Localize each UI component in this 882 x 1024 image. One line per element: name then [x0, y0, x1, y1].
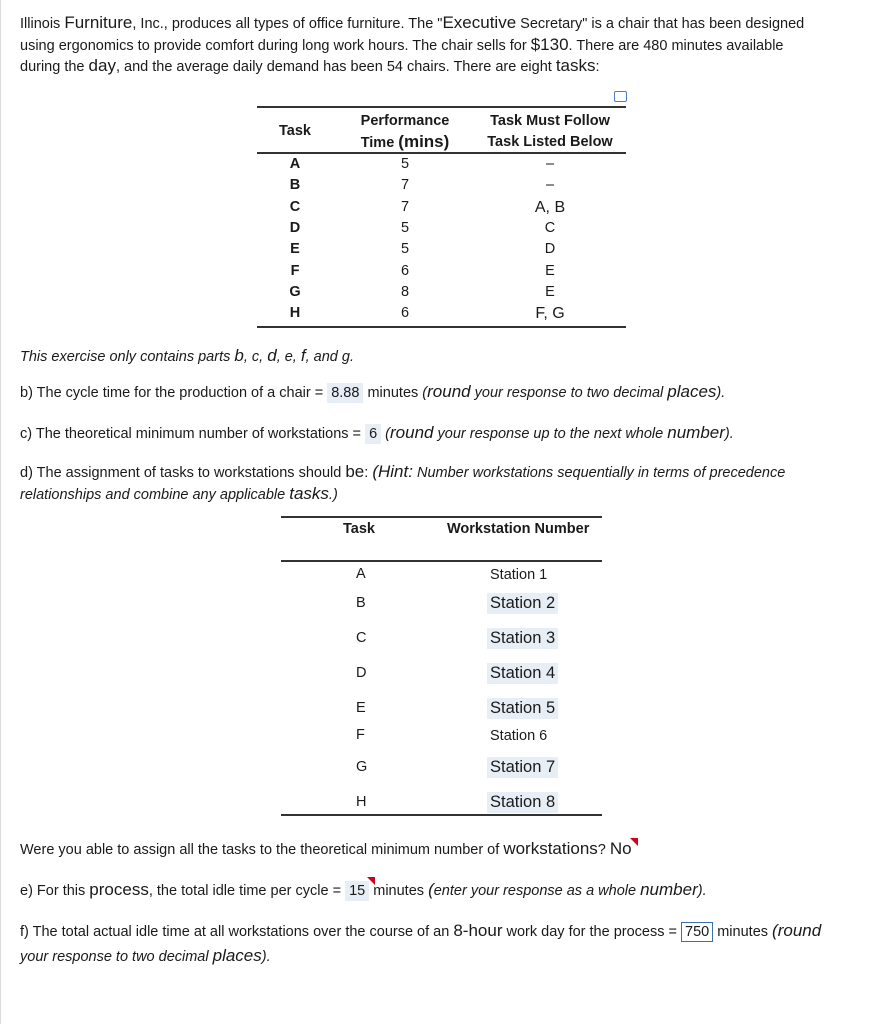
min-workstations-answer[interactable]: 6	[365, 424, 381, 444]
task-id-cell: C	[289, 198, 301, 215]
task-time-cell: 5	[400, 156, 410, 172]
ws-station-cell	[487, 757, 558, 778]
expand-table-icon[interactable]	[614, 91, 627, 102]
intro-line-2: using ergonomics to provide comfort during long work hours. The chair sells for $130. There are 480 minutes available	[20, 35, 784, 54]
ws-station-cell	[487, 698, 558, 719]
ws-task-cell: G	[356, 759, 368, 775]
ws-task-cell: A	[356, 566, 366, 582]
ws-station-cell	[487, 663, 558, 684]
total-idle-answer[interactable]: 750	[681, 922, 713, 942]
task-id-cell: E	[290, 241, 300, 258]
task-time-cell: 6	[400, 262, 410, 279]
left-border	[0, 0, 1, 1024]
ws-header-station: Workstation Number	[447, 521, 590, 537]
task-predecessor-cell: A, B	[534, 198, 566, 216]
part-d: d) The assignment of tasks to workstations should be: (Hint: Number workstations sequentially in terms of precedence	[20, 462, 786, 481]
station-select[interactable]: Station 4	[487, 663, 558, 684]
task-time-cell: 7	[400, 198, 410, 215]
intro-line-3: during the day, and the average daily demand has been 54 chairs. There are eight tasks:	[20, 56, 600, 75]
task-time-cell: 5	[400, 241, 410, 258]
part-b: b) The cycle time for the production of a chair = 8.88 minutes (round your response to two decimal places).	[20, 382, 726, 401]
ws-task-cell: D	[356, 665, 367, 681]
ws-table-top-rule	[281, 516, 602, 518]
task-predecessor-cell: –	[545, 177, 555, 194]
table-top-rule	[257, 106, 626, 108]
ws-station-cell	[487, 727, 550, 745]
part-e: e) For this process, the total idle time per cycle = 15 minutes (enter your response as a whole number).	[20, 880, 707, 899]
station-select[interactable]: Station 5	[487, 698, 558, 719]
header-listed-below: Task Listed Below	[487, 134, 613, 150]
ws-task-cell: B	[356, 595, 366, 611]
ws-task-cell: F	[356, 727, 365, 743]
task-predecessor-cell: F, G	[535, 305, 565, 323]
table-bottom-rule	[257, 326, 626, 328]
task-predecessor-cell: E	[545, 283, 555, 300]
part-c: c) The theoretical minimum number of workstations = 6 (round your response up to the next whole number).	[20, 423, 734, 442]
ws-station-cell	[487, 792, 558, 813]
ws-task-cell: H	[356, 794, 367, 810]
exercise-note: This exercise only contains parts b, c, d, e, f, and g.	[20, 346, 354, 365]
part-d-line-2: relationships and combine any applicable tasks.)	[20, 484, 338, 503]
table-header-rule	[257, 152, 626, 154]
header-performance: Performance	[360, 113, 450, 129]
part-f-line-2: your response to two decimal places).	[20, 946, 271, 965]
ws-header-task: Task	[343, 521, 375, 537]
task-time-cell: 7	[400, 177, 410, 194]
ws-table-bottom-rule	[281, 814, 602, 816]
header-task: Task	[279, 123, 311, 139]
intro-line-1: Illinois Furniture, Inc., produces all types of office furniture. The "Executive Secretary" is a chair that has been designed	[20, 13, 805, 32]
part-f: f) The total actual idle time at all workstations over the course of an 8-hour work day for the process = 750 minutes (round	[20, 921, 822, 940]
header-time: Time (mins)	[360, 132, 450, 151]
task-id-cell: A	[289, 156, 301, 172]
station-select[interactable]: Station 7	[487, 757, 558, 778]
header-must-follow: Task Must Follow	[490, 113, 610, 129]
ws-table-header-rule	[281, 560, 602, 562]
ws-station-cell	[487, 566, 550, 584]
task-predecessor-cell: E	[545, 262, 555, 279]
task-predecessor-cell: –	[545, 156, 555, 172]
station-select[interactable]: Station 1	[490, 567, 548, 583]
task-time-cell: 6	[400, 305, 410, 322]
task-time-cell: 5	[400, 219, 410, 236]
task-id-cell: G	[289, 283, 301, 300]
ws-station-cell	[487, 593, 558, 614]
ws-task-cell: C	[356, 630, 367, 646]
task-id-cell: B	[289, 177, 301, 194]
station-select[interactable]: Station 8	[487, 792, 558, 813]
ws-task-cell: E	[356, 700, 366, 716]
assign-answer[interactable]: No	[609, 839, 632, 858]
task-id-cell: H	[289, 305, 301, 322]
station-select[interactable]: Station 3	[487, 628, 558, 649]
cycle-time-answer[interactable]: 8.88	[327, 383, 363, 403]
task-predecessor-cell: C	[544, 219, 556, 236]
ws-station-cell	[487, 628, 558, 649]
assign-question: Were you able to assign all the tasks to the theoretical minimum number of workstations? No	[20, 839, 632, 858]
task-id-cell: F	[290, 262, 300, 279]
idle-time-answer[interactable]: 15	[345, 881, 369, 901]
station-select[interactable]: Station 2	[487, 593, 558, 614]
station-select[interactable]: Station 6	[490, 728, 548, 744]
task-predecessor-cell: D	[544, 241, 556, 258]
task-time-cell: 8	[400, 283, 410, 300]
task-id-cell: D	[289, 219, 301, 236]
